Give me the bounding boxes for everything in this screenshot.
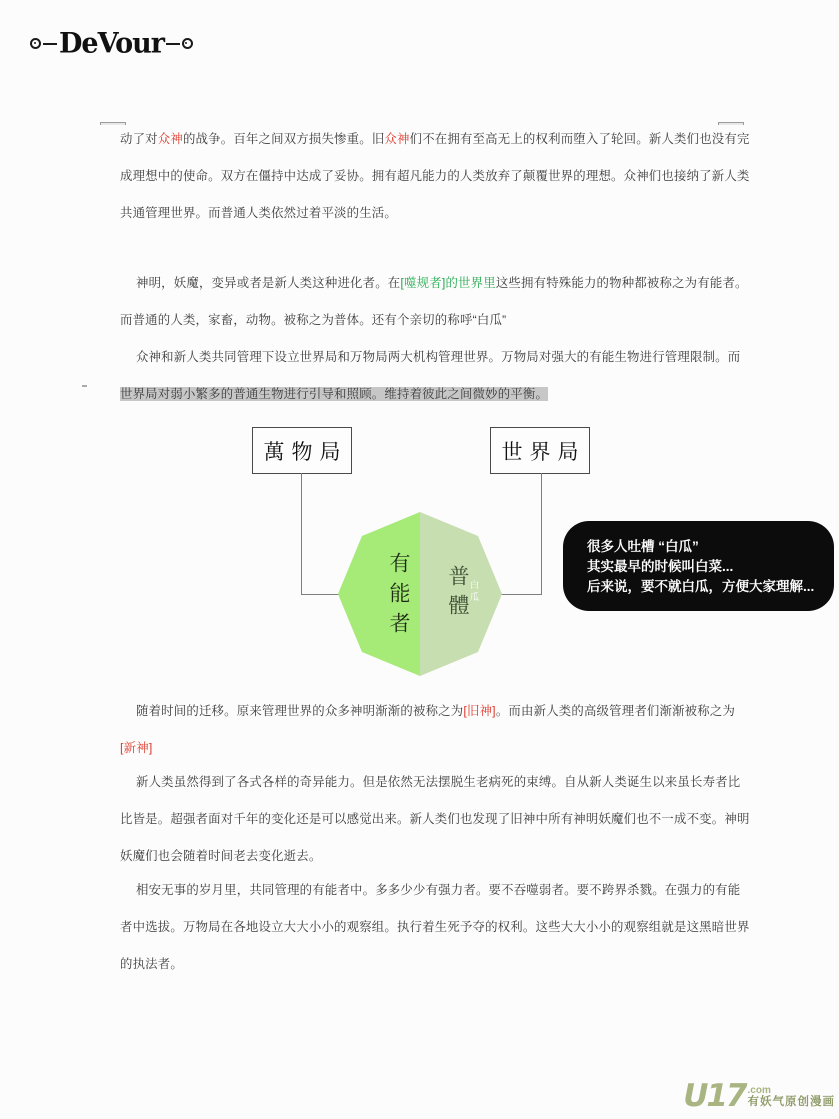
highlighted-text bbox=[120, 387, 548, 401]
text-segment: 众神和新人类共同管理下设立世界局和万物局两大机构管理世界。万物局对强大的有能生物进行管理限制。而 bbox=[136, 350, 741, 364]
shijieju-label: 世界局 bbox=[501, 439, 586, 464]
text-segment: 共通管理世界。而普通人类依然过着平淡的生活。 bbox=[120, 206, 397, 220]
margin-dash bbox=[82, 385, 87, 387]
red-text-segment: 众神 bbox=[384, 132, 410, 146]
text-line bbox=[120, 339, 740, 376]
text-segment: 相安无事的岁月里，共同管理的有能者中。多多少少有强力者。要不吞噬弱者。要不跨界杀戮。在强力的有能 bbox=[136, 883, 741, 897]
green-text-segment: [噬规者]的世界里 bbox=[400, 276, 496, 290]
text-line-inner bbox=[120, 313, 506, 327]
paragraph bbox=[120, 693, 735, 767]
connector-left-vertical bbox=[301, 473, 302, 595]
text-line-inner bbox=[120, 812, 750, 826]
text-line bbox=[120, 946, 750, 983]
text-line-inner bbox=[136, 883, 740, 897]
connector-right-vertical bbox=[541, 473, 542, 595]
text-line bbox=[120, 693, 735, 730]
text-line bbox=[120, 764, 750, 801]
paragraph bbox=[120, 121, 750, 232]
text-segment: 的执法者。 bbox=[120, 957, 183, 971]
text-line-inner bbox=[120, 206, 397, 220]
u17-domain: .com bbox=[747, 1084, 771, 1096]
u17-watermark bbox=[683, 1078, 835, 1114]
text-line bbox=[120, 121, 750, 158]
text-segment: 比皆是。超强者面对千年的变化还是可以感觉出来。新人类们也发现了旧神中所有神明妖魔们也不一成不变。神明 bbox=[120, 812, 750, 826]
text-segment: 神明，妖魔，变异或者是新人类这种进化者。在 bbox=[136, 276, 401, 290]
text-segment: 者中选拔。万物局在各地设立大大小小的观察组。执行着生死予夺的权利。这些大大小小的观察组就是这黑暗世界 bbox=[120, 920, 750, 934]
connector-left-horizontal bbox=[301, 594, 341, 595]
octagon-left-label: 有能者 bbox=[387, 552, 411, 642]
text-line bbox=[120, 376, 740, 413]
text-line-inner bbox=[120, 920, 750, 934]
text-line bbox=[120, 801, 750, 838]
u17-logo-text: U17 bbox=[683, 1078, 746, 1114]
text-segment: 妖魔们也会随着时间老去变化逝去。 bbox=[120, 849, 322, 863]
text-segment: 新人类虽然得到了各式各样的奇异能力。但是依然无法摆脱生老病死的束缚。自从新人类诞生以来虽长寿者比 bbox=[136, 775, 741, 789]
octagon-diagram bbox=[338, 512, 502, 676]
bubble-line: 后来说，要不就白瓜，方便大家理解... bbox=[587, 579, 815, 594]
diagram-box-wanwuju bbox=[252, 427, 352, 474]
red-text-segment: [新神] bbox=[120, 741, 153, 755]
text-line bbox=[120, 195, 750, 232]
text-line bbox=[120, 838, 750, 875]
text-segment: 。而由新人类的高级管理者们渐渐被称之为 bbox=[495, 704, 736, 718]
text-line-inner bbox=[136, 775, 740, 789]
speech-bubble bbox=[563, 521, 834, 611]
text-segment: 成理想中的使命。双方在僵持中达成了妥协。拥有超凡能力的人类放弃了颠覆世界的理想。众神们也接纳了新人类 bbox=[120, 169, 750, 183]
logo-left-ornament-icon bbox=[30, 38, 41, 49]
connector-right-horizontal bbox=[500, 594, 542, 595]
text-segment: 世界局对弱小繁多的普通生物进行引导和照顾。维持着彼此之间微妙的平衡。 bbox=[120, 387, 549, 401]
text-line bbox=[120, 909, 750, 946]
u17-site-name: 有妖气原创漫画 bbox=[747, 1095, 835, 1108]
text-line-inner bbox=[120, 849, 321, 863]
diagram-box-shijieju bbox=[490, 427, 590, 474]
bubble-line: 很多人吐槽 “白瓜” bbox=[587, 539, 699, 554]
text-line bbox=[120, 302, 748, 339]
text-segment: 们不在拥有至高无上的权利而堕入了轮回。新人类们也没有完 bbox=[409, 132, 750, 146]
paragraph bbox=[120, 872, 750, 983]
text-line-inner bbox=[136, 276, 748, 290]
logo-right-ornament-icon bbox=[182, 38, 193, 49]
wanwuju-label: 萬物局 bbox=[263, 439, 348, 464]
text-line bbox=[120, 872, 750, 909]
text-line bbox=[120, 730, 735, 767]
text-segment: 而普通的人类，家畜，动物。被称之为普体。还有个亲切的称呼“白瓜” bbox=[120, 313, 507, 327]
red-text-segment: 众神 bbox=[157, 132, 183, 146]
paragraph bbox=[120, 764, 750, 875]
text-segment: 随着时间的迁移。原来管理世界的众多神明渐渐的被称之为 bbox=[136, 704, 464, 718]
text-line-inner bbox=[136, 704, 735, 718]
octagon-right-sublabel: 白瓜 bbox=[468, 580, 478, 604]
logo-text: DeVour bbox=[59, 27, 164, 60]
text-line-inner bbox=[136, 350, 740, 364]
text-line-inner bbox=[120, 169, 750, 183]
bubble-line: 其实最早的时候叫白菜... bbox=[587, 559, 734, 574]
octagon-right-label: 普體 bbox=[446, 565, 470, 623]
logo-right-bar bbox=[166, 43, 180, 45]
devour-logo bbox=[30, 27, 193, 60]
text-line bbox=[120, 265, 748, 302]
text-segment: 这些拥有特殊能力的物种都被称之为有能者。 bbox=[495, 276, 748, 290]
text-line-inner bbox=[120, 132, 750, 146]
paragraph bbox=[120, 339, 740, 413]
text-line-inner bbox=[120, 957, 183, 971]
paragraph bbox=[120, 265, 748, 339]
logo-left-bar bbox=[43, 43, 57, 45]
red-text-segment: [旧神] bbox=[463, 704, 496, 718]
text-segment: 动了对 bbox=[120, 132, 158, 146]
text-line bbox=[120, 158, 750, 195]
text-segment: 的战争。百年之间双方损失惨重。旧 bbox=[182, 132, 385, 146]
text-line-inner bbox=[120, 741, 152, 755]
